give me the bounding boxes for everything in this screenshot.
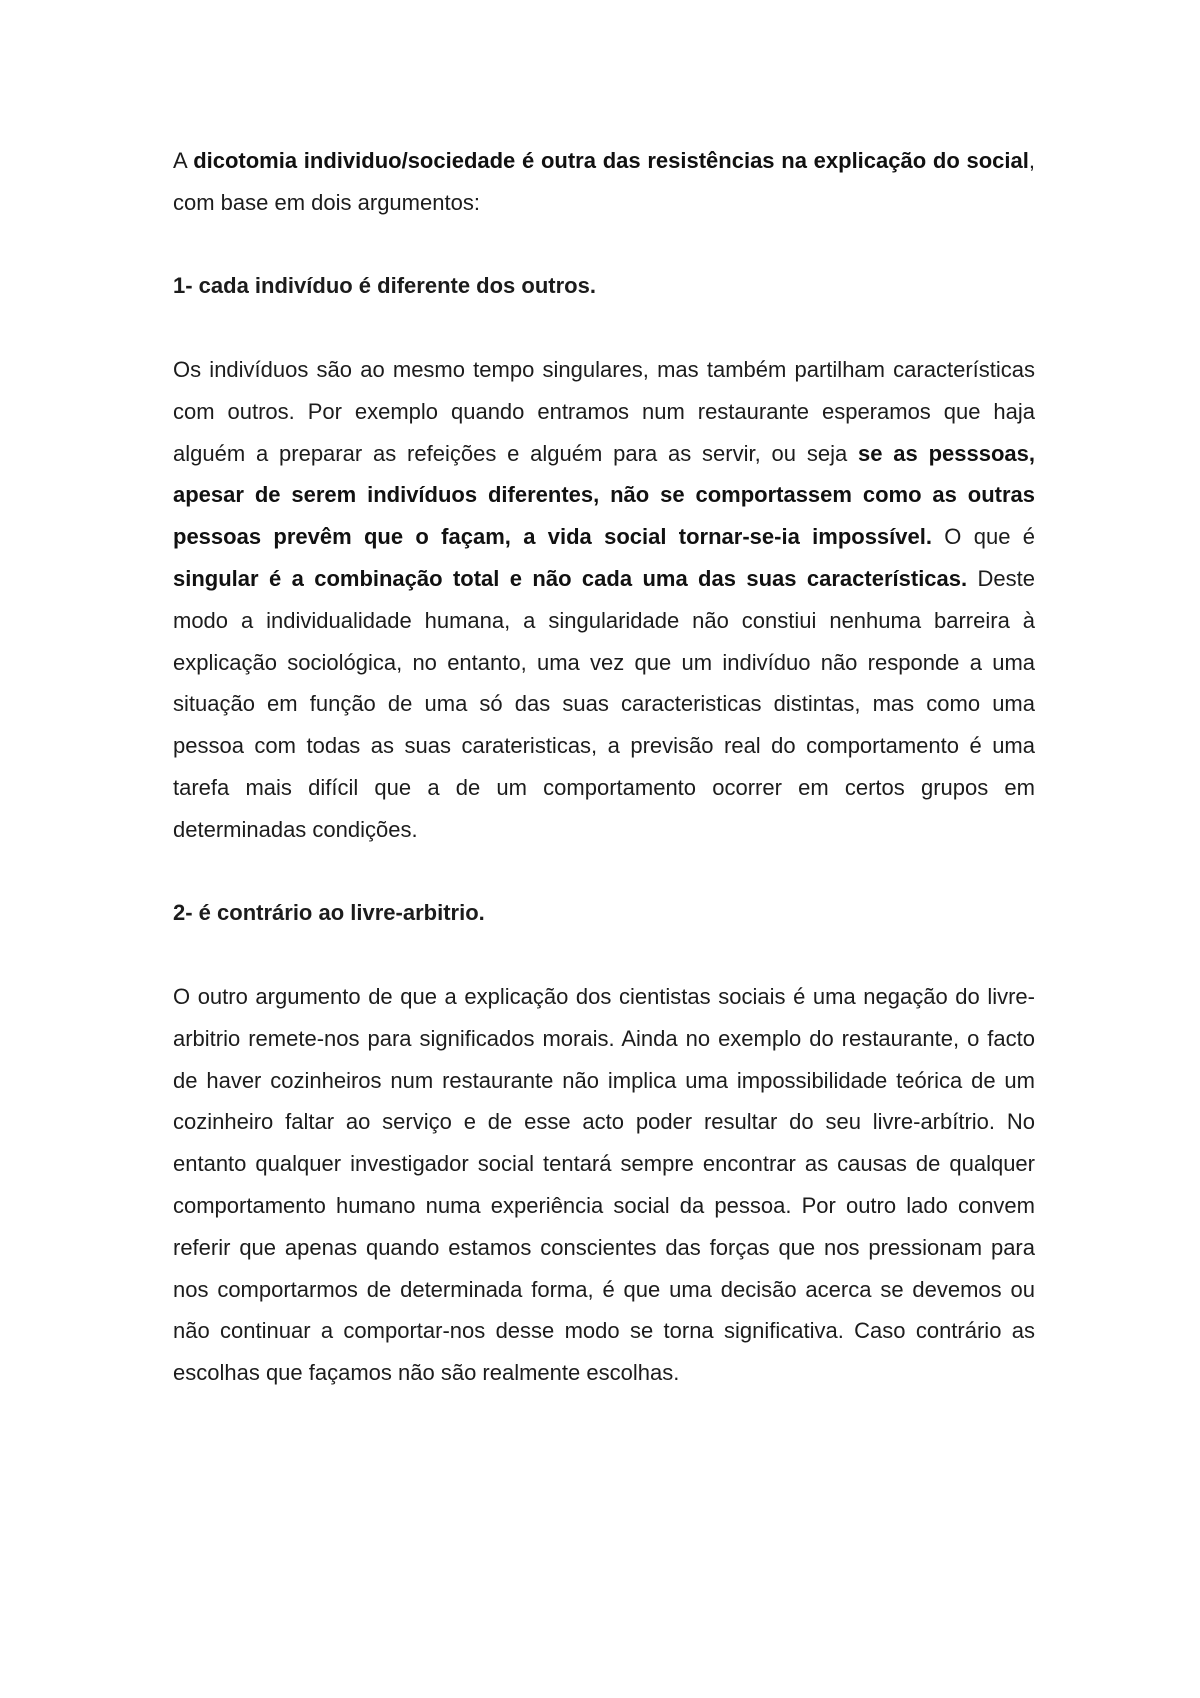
paragraph-spacer	[173, 224, 1035, 266]
section-1-paragraph	[173, 349, 1035, 851]
paragraph-spacer	[173, 851, 1035, 893]
section-1-bold-1: se as pesssoas, apesar de serem indivíduos diferentes, não se comportassem como as outras pessoas prevêm que o façam, a vida social tornar-se-ia impossível.	[173, 440, 1035, 550]
intro-paragraph	[173, 140, 1035, 224]
section-1-text-3: Deste modo a individualidade humana, a singularidade não constiui nenhuma barreira à explicação sociológica, no entanto, uma vez que um indivíduo não responde a uma situação em função de uma só das suas caracteristicas distintas, mas como uma pessoa com todas as suas carateristicas, a previsão real do comportamento é uma tarefa mais difícil que a de um comportamento ocorrer em certos grupos em determinadas condições.	[173, 565, 1035, 842]
section-1-text-2: O que é	[931, 524, 1036, 550]
paragraph-spacer	[173, 934, 1035, 976]
intro-bold-text: dicotomia individuo/sociedade é outra das resistências na explicação do social	[193, 148, 1029, 173]
intro-text-2: , com base em dois argumentos:	[173, 148, 1035, 215]
document-page	[173, 140, 1035, 1394]
section-2-text: O outro argumento de que a explicação dos cientistas sociais é uma negação do livre-arbitrio remete-nos para significados morais. Ainda no exemplo do restaurante, o facto de haver cozinheiros num restaurante não implica uma impossibilidade teórica de um cozinheiro faltar ao serviço e de esse acto poder resultar do seu livre-arbítrio. No entanto qualquer investigador social tentará sempre encontrar as causas de qualquer comportamento humano numa experiência social da pessoa. Por outro lado convem referir que apenas quando estamos conscientes das forças que nos pressionam para nos comportarmos de determinada forma, é que uma decisão acerca se devemos ou não continuar a comportar-nos desse modo se torna significativa. Caso contrário as escolhas que façamos não são realmente escolhas.	[173, 983, 1035, 1386]
intro-text-1: A	[173, 148, 194, 173]
section-2-heading: 2- é contrário ao livre-arbitrio.	[173, 900, 485, 926]
section-1-bold-2: singular é a combinação total e não cada uma das suas características.	[173, 565, 968, 591]
section-1-heading: 1- cada indivíduo é diferente dos outros.	[173, 273, 596, 299]
section-1-text-1: Os indivíduos são ao mesmo tempo singulares, mas também partilham características com outros. Por exemplo quando entramos num restaurante esperamos que haja alguém a preparar as refeições e alguém para as servir, ou seja	[173, 356, 1035, 466]
section-2-paragraph	[173, 976, 1035, 1394]
paragraph-spacer	[173, 307, 1035, 349]
